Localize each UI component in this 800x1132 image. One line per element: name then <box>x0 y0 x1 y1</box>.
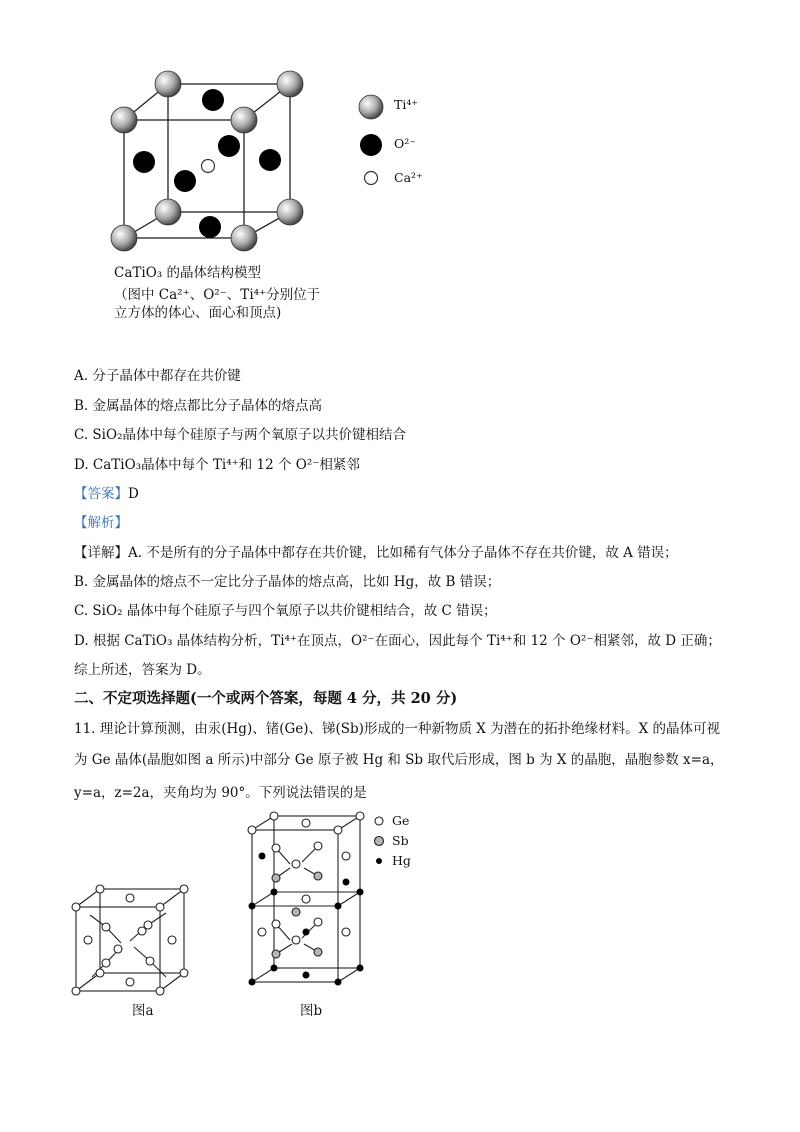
ge-unit-cell-diagram <box>70 885 190 995</box>
figure-a-label: 图a <box>132 1003 154 1019</box>
answer-line <box>74 484 139 504</box>
option-a: A. 分子晶体中都存在共价键 <box>74 368 241 384</box>
ti-legend-label: Ti⁴⁺ <box>394 97 418 112</box>
answer-value: D <box>128 486 139 502</box>
answer-tag: 【答案】 <box>74 486 128 502</box>
catio3-caption-line-1: CaTiO₃ 的晶体结构模型 <box>114 265 261 281</box>
catio3-legend-markers <box>358 92 398 192</box>
section-heading: 二、不定项选择题(一个或两个答案，每题 4 分，共 20 分) <box>74 690 458 707</box>
catio3-crystal-diagram <box>100 60 320 260</box>
sb-legend-marker <box>375 837 384 846</box>
detail-line-2: B. 金属晶体的熔点不一定比分子晶体的熔点高，比如 Hg，故 B 错误； <box>74 574 501 590</box>
ti-legend-marker <box>359 95 383 119</box>
analysis-tag: 【解析】 <box>74 515 128 531</box>
hg-legend-marker <box>376 858 382 864</box>
detail-line-3: C. SiO₂ 晶体中每个硅原子与四个氧原子以共价键相结合，故 C 错误； <box>74 603 497 619</box>
catio3-caption-line-3: 立方体的体心、面心和顶点) <box>114 305 282 321</box>
figure-b-label: 图b <box>300 1003 323 1019</box>
catio3-caption-line-2: （图中 Ca²⁺、O²⁻、Ti⁴⁺分别位于 <box>114 287 321 303</box>
hg-legend-label: Hg <box>392 853 411 868</box>
ge-legend-label: Ge <box>392 813 410 828</box>
option-c: C. SiO₂晶体中每个硅原子与两个氧原子以共价键相结合 <box>74 427 406 443</box>
question-11-line-1: 11. 理论计算预测，由汞(Hg)、锗(Ge)、锑(Sb)形成的一种新物质 X 为潜在的拓扑绝缘材料。X 的晶体可视 <box>74 721 721 737</box>
detail-line-1 <box>74 543 678 563</box>
o-legend-label: O²⁻ <box>394 136 416 151</box>
question-11-line-2: 为 Ge 晶体(晶胞如图 a 所示)中部分 Ge 原子被 Hg 和 Sb 取代后形成，图 b 为 X 的晶胞，晶胞参数 x=a， <box>74 752 724 768</box>
sb-legend-label: Sb <box>392 833 409 848</box>
x-unit-cell-diagram <box>246 812 366 992</box>
ca-legend-label: Ca²⁺ <box>394 170 423 185</box>
option-d: D. CaTiO₃晶体中每个 Ti⁴⁺和 12 个 O²⁻相紧邻 <box>74 457 360 473</box>
detail-line-5: 综上所述，答案为 D。 <box>74 662 211 678</box>
detail-text-1: A. 不是所有的分子晶体中都存在共价键，比如稀有气体分子晶体不存在共价键，故 A 错误； <box>128 545 678 561</box>
x-legend-markers <box>372 814 388 870</box>
ca-legend-marker <box>365 172 378 185</box>
detail-line-4: D. 根据 CaTiO₃ 晶体结构分析，Ti⁴⁺在顶点，O²⁻在面心，因此每个 Ti⁴⁺和 12 个 O²⁻相紧邻，故 D 正确； <box>74 633 721 649</box>
ge-legend-marker <box>375 817 383 825</box>
detail-tag: 【详解】 <box>74 545 128 561</box>
o-legend-marker <box>360 134 382 156</box>
option-b: B. 金属晶体的熔点都比分子晶体的熔点高 <box>74 398 323 414</box>
question-11-line-3: y=a，z=2a，夹角均为 90°。下列说法错误的是 <box>74 785 367 801</box>
